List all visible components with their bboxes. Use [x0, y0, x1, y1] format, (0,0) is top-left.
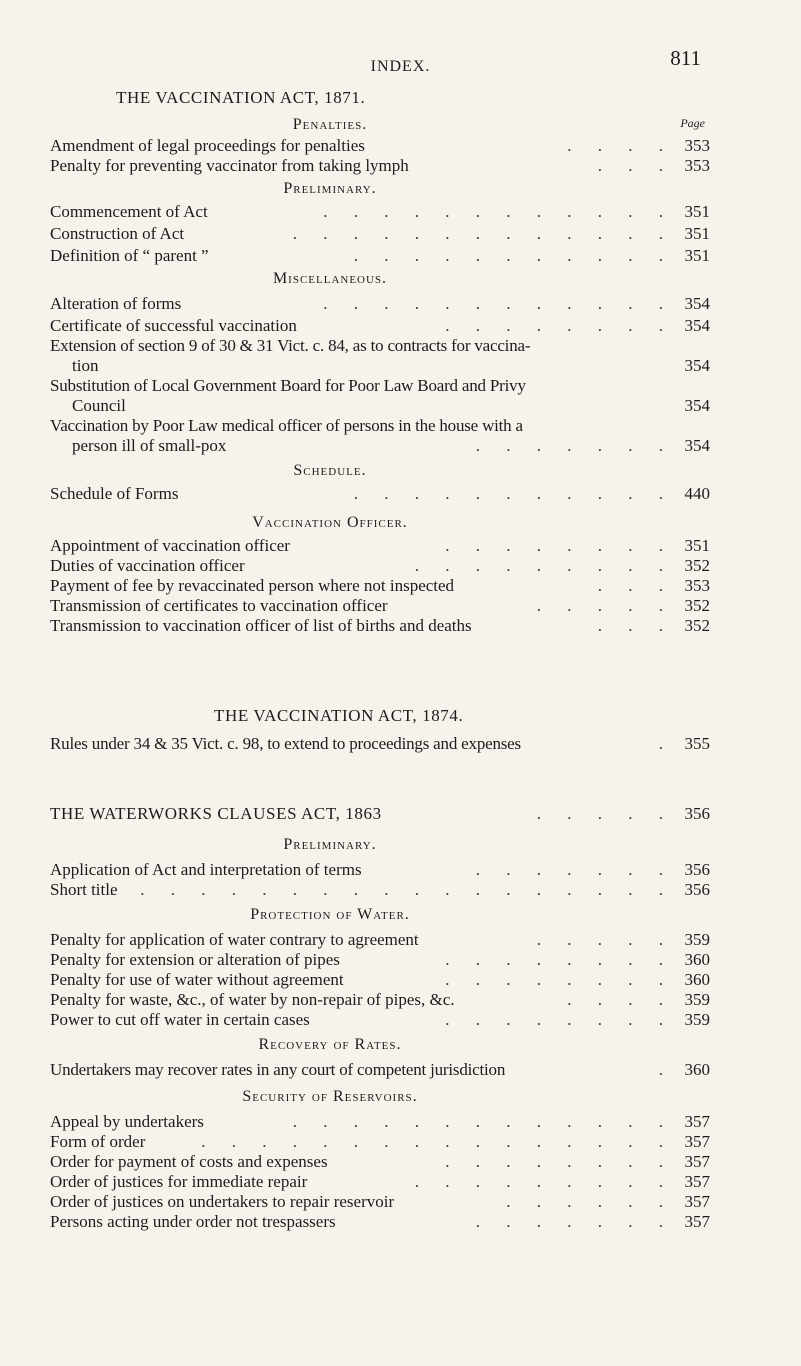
- index-entry: [50, 1010, 710, 1030]
- index-entry: [50, 1132, 710, 1152]
- entry-page: 359: [684, 1010, 710, 1029]
- leader-dots: . . . . . . .: [475, 1212, 674, 1231]
- entry-page: 354: [684, 316, 710, 335]
- entry-page: 356: [684, 804, 710, 823]
- entry-text: Penalty for application of water contrary to agreement: [50, 930, 419, 949]
- leader-dots: . . . . . . . . .: [414, 556, 674, 575]
- entry-page: 353: [684, 576, 710, 595]
- entry-page: 355: [684, 734, 710, 753]
- index-entry: [50, 202, 710, 222]
- entry-text: Short title: [50, 880, 118, 899]
- leader-dots: . . . . . . . . . . . . . . . .: [201, 1132, 674, 1151]
- entry-page: 351: [684, 224, 710, 243]
- leader-dots: . . . . . . . . .: [414, 1172, 674, 1191]
- entry-text: Schedule of Forms: [50, 484, 179, 503]
- index-entry: [50, 950, 710, 970]
- leader-dots: . . . . . . . .: [445, 950, 674, 969]
- leader-dots: . . . . . . . .: [445, 1152, 674, 1171]
- index-entry: [50, 1060, 710, 1080]
- index-entry-continuation: [50, 356, 710, 376]
- entry-page: 357: [684, 1152, 710, 1171]
- page-column-label: Page: [680, 116, 705, 130]
- index-entry: [50, 576, 710, 596]
- entry-text: Rules under 34 & 35 Vict. c. 98, to extend to proceedings and expenses: [50, 734, 521, 753]
- index-entry: [50, 416, 710, 436]
- index-entry: [50, 860, 710, 880]
- entry-page: 360: [684, 950, 710, 969]
- entry-text: Penalty for extension or alteration of pipes: [50, 950, 340, 969]
- index-entry: [50, 484, 710, 504]
- index-entry: [50, 1192, 710, 1212]
- section-heading: Recovery of Rates.: [258, 1036, 402, 1053]
- entry-text: Persons acting under order not trespassers: [50, 1212, 336, 1231]
- leader-dots: . . . . . . .: [475, 860, 674, 879]
- entry-text: Construction of Act: [50, 224, 185, 243]
- leader-dots: .: [658, 1060, 674, 1079]
- running-head: INDEX.: [370, 58, 431, 75]
- entry-text: Undertakers may recover rates in any court of competent jurisdiction: [50, 1060, 506, 1079]
- entry-page: 359: [684, 990, 710, 1009]
- entry-page: 352: [684, 596, 710, 615]
- entry-continuation-text: person ill of small-pox: [72, 436, 227, 455]
- leader-dots: . . . . . . . . . . . .: [323, 294, 674, 313]
- entry-page: 357: [684, 1112, 710, 1131]
- index-entry: [50, 224, 710, 244]
- section-heading: Protection of Water.: [250, 906, 410, 923]
- index-entry: [50, 990, 710, 1010]
- entry-text: Order for payment of costs and expenses: [50, 1152, 328, 1171]
- entry-text: Penalty for waste, &c., of water by non-repair of pipes, &c.: [50, 990, 455, 1009]
- entry-text: Form of order: [50, 1132, 146, 1151]
- index-entry: [50, 156, 710, 176]
- entry-text: Certificate of successful vaccination: [50, 316, 297, 335]
- entry-text: Commencement of Act: [50, 202, 208, 221]
- index-entry: [50, 376, 710, 396]
- entry-page: 357: [684, 1132, 710, 1151]
- leader-dots: . . . . . . . . . . . . . . . . . . .: [109, 880, 674, 899]
- leader-dots: . . . . . . . . . . . .: [323, 202, 674, 221]
- entry-page: 351: [684, 246, 710, 265]
- leader-dots: . . . .: [567, 990, 674, 1009]
- entry-text: Penalty for preventing vaccinator from taking lymph: [50, 156, 409, 175]
- leader-dots: . . . . . . . .: [445, 1010, 674, 1029]
- index-entry-continuation: [50, 436, 710, 456]
- index-entry: [50, 336, 710, 356]
- entry-text: Order of justices for immediate repair: [50, 1172, 308, 1191]
- entry-page: 353: [684, 136, 710, 155]
- leader-dots: . . . . . .: [506, 1192, 674, 1211]
- entry-page: 360: [684, 1060, 710, 1079]
- entry-page: 359: [684, 930, 710, 949]
- leader-dots: . . . . . . . . . . .: [353, 246, 674, 265]
- entry-text: Alteration of forms: [50, 294, 182, 313]
- index-entry: [50, 930, 710, 950]
- entry-page: 354: [684, 436, 710, 455]
- leader-dots: . . . . .: [536, 804, 674, 823]
- index-entry: [50, 1152, 710, 1172]
- leader-dots: . . . . . . . .: [445, 970, 674, 989]
- entry-text: Order of justices on undertakers to repair reservoir: [50, 1192, 395, 1211]
- act-title-row: [50, 804, 710, 824]
- entry-page: 354: [684, 294, 710, 313]
- entry-text: Payment of fee by revaccinated person where not inspected: [50, 576, 455, 595]
- section-heading: Schedule.: [293, 462, 367, 479]
- entry-text: Appointment of vaccination officer: [50, 536, 290, 555]
- leader-dots: . . . .: [567, 136, 674, 155]
- entry-page: 351: [684, 202, 710, 221]
- entry-page: 357: [684, 1192, 710, 1211]
- entry-continuation-text: tion: [72, 356, 99, 375]
- leader-dots: . . . . . . . .: [445, 316, 674, 335]
- leader-dots: . . . . . . . . . . . . .: [292, 1112, 674, 1131]
- section-heading: Penalties.: [292, 116, 368, 133]
- entry-continuation-text: Council: [72, 396, 126, 415]
- leader-dots: . . .: [597, 616, 674, 635]
- index-entry: [50, 734, 710, 754]
- section-heading: Preliminary.: [283, 180, 377, 197]
- index-entry: [50, 294, 710, 314]
- leader-dots: .: [658, 734, 674, 753]
- index-entry: [50, 1172, 710, 1192]
- leader-dots: . . . . . . . . . . . . .: [292, 224, 674, 243]
- leader-dots: . . . . . . .: [475, 436, 674, 455]
- index-entry: [50, 1212, 710, 1232]
- act-title: THE VACCINATION ACT, 1874.: [214, 706, 464, 725]
- entry-page: 354: [684, 396, 710, 415]
- index-entry: [50, 136, 710, 156]
- entry-page: 360: [684, 970, 710, 989]
- leader-dots: . . . . .: [536, 930, 674, 949]
- entry-text: Definition of “ parent ”: [50, 246, 209, 265]
- leader-dots: . . .: [597, 156, 674, 175]
- entry-text: Vaccination by Poor Law medical officer of persons in the house with a: [50, 416, 523, 435]
- index-entry: [50, 536, 710, 556]
- section-heading: Security of Reservoirs.: [242, 1088, 418, 1105]
- entry-page: 357: [684, 1212, 710, 1231]
- entry-page: 440: [684, 484, 710, 503]
- leader-dots: . . . . . . . . . . .: [353, 484, 674, 503]
- leader-dots: . . . . .: [536, 596, 674, 615]
- entry-text: Transmission to vaccination officer of list of births and deaths: [50, 616, 472, 635]
- index-entry: [50, 246, 710, 266]
- entry-text: Amendment of legal proceedings for penalties: [50, 136, 365, 155]
- entry-page: 354: [684, 356, 710, 375]
- entry-text: Transmission of certificates to vaccination officer: [50, 596, 388, 615]
- entry-text: Substitution of Local Government Board for Poor Law Board and Privy: [50, 376, 526, 395]
- entry-text: Appeal by undertakers: [50, 1112, 204, 1131]
- entry-page: 353: [684, 156, 710, 175]
- section-heading: Miscellaneous.: [272, 270, 388, 287]
- index-entry: [50, 616, 710, 636]
- entry-page: 351: [684, 536, 710, 555]
- page-number: 811: [670, 46, 701, 70]
- index-entry: [50, 556, 710, 576]
- entry-text: Duties of vaccination officer: [50, 556, 245, 575]
- entry-page: 352: [684, 556, 710, 575]
- entry-page: 352: [684, 616, 710, 635]
- act-title: THE WATERWORKS CLAUSES ACT, 1863: [50, 804, 382, 823]
- entry-text: Extension of section 9 of 30 & 31 Vict. c. 84, as to contracts for vaccina-: [50, 336, 531, 355]
- entry-text: Application of Act and interpretation of terms: [50, 860, 362, 879]
- entry-text: Power to cut off water in certain cases: [50, 1010, 310, 1029]
- entry-page: 356: [684, 880, 710, 899]
- leader-dots: . . . . . . . .: [445, 536, 674, 555]
- leader-dots: . . .: [597, 576, 674, 595]
- section-heading: Preliminary.: [283, 836, 377, 853]
- index-entry: [50, 880, 710, 900]
- act-title: THE VACCINATION ACT, 1871.: [116, 88, 366, 107]
- index-entry: [50, 596, 710, 616]
- entry-text: Penalty for use of water without agreement: [50, 970, 344, 989]
- index-entry: [50, 1112, 710, 1132]
- section-heading: Vaccination Officer.: [252, 514, 408, 531]
- index-entry: [50, 970, 710, 990]
- entry-page: 356: [684, 860, 710, 879]
- index-entry-continuation: [50, 396, 710, 416]
- index-entry: [50, 316, 710, 336]
- entry-page: 357: [684, 1172, 710, 1191]
